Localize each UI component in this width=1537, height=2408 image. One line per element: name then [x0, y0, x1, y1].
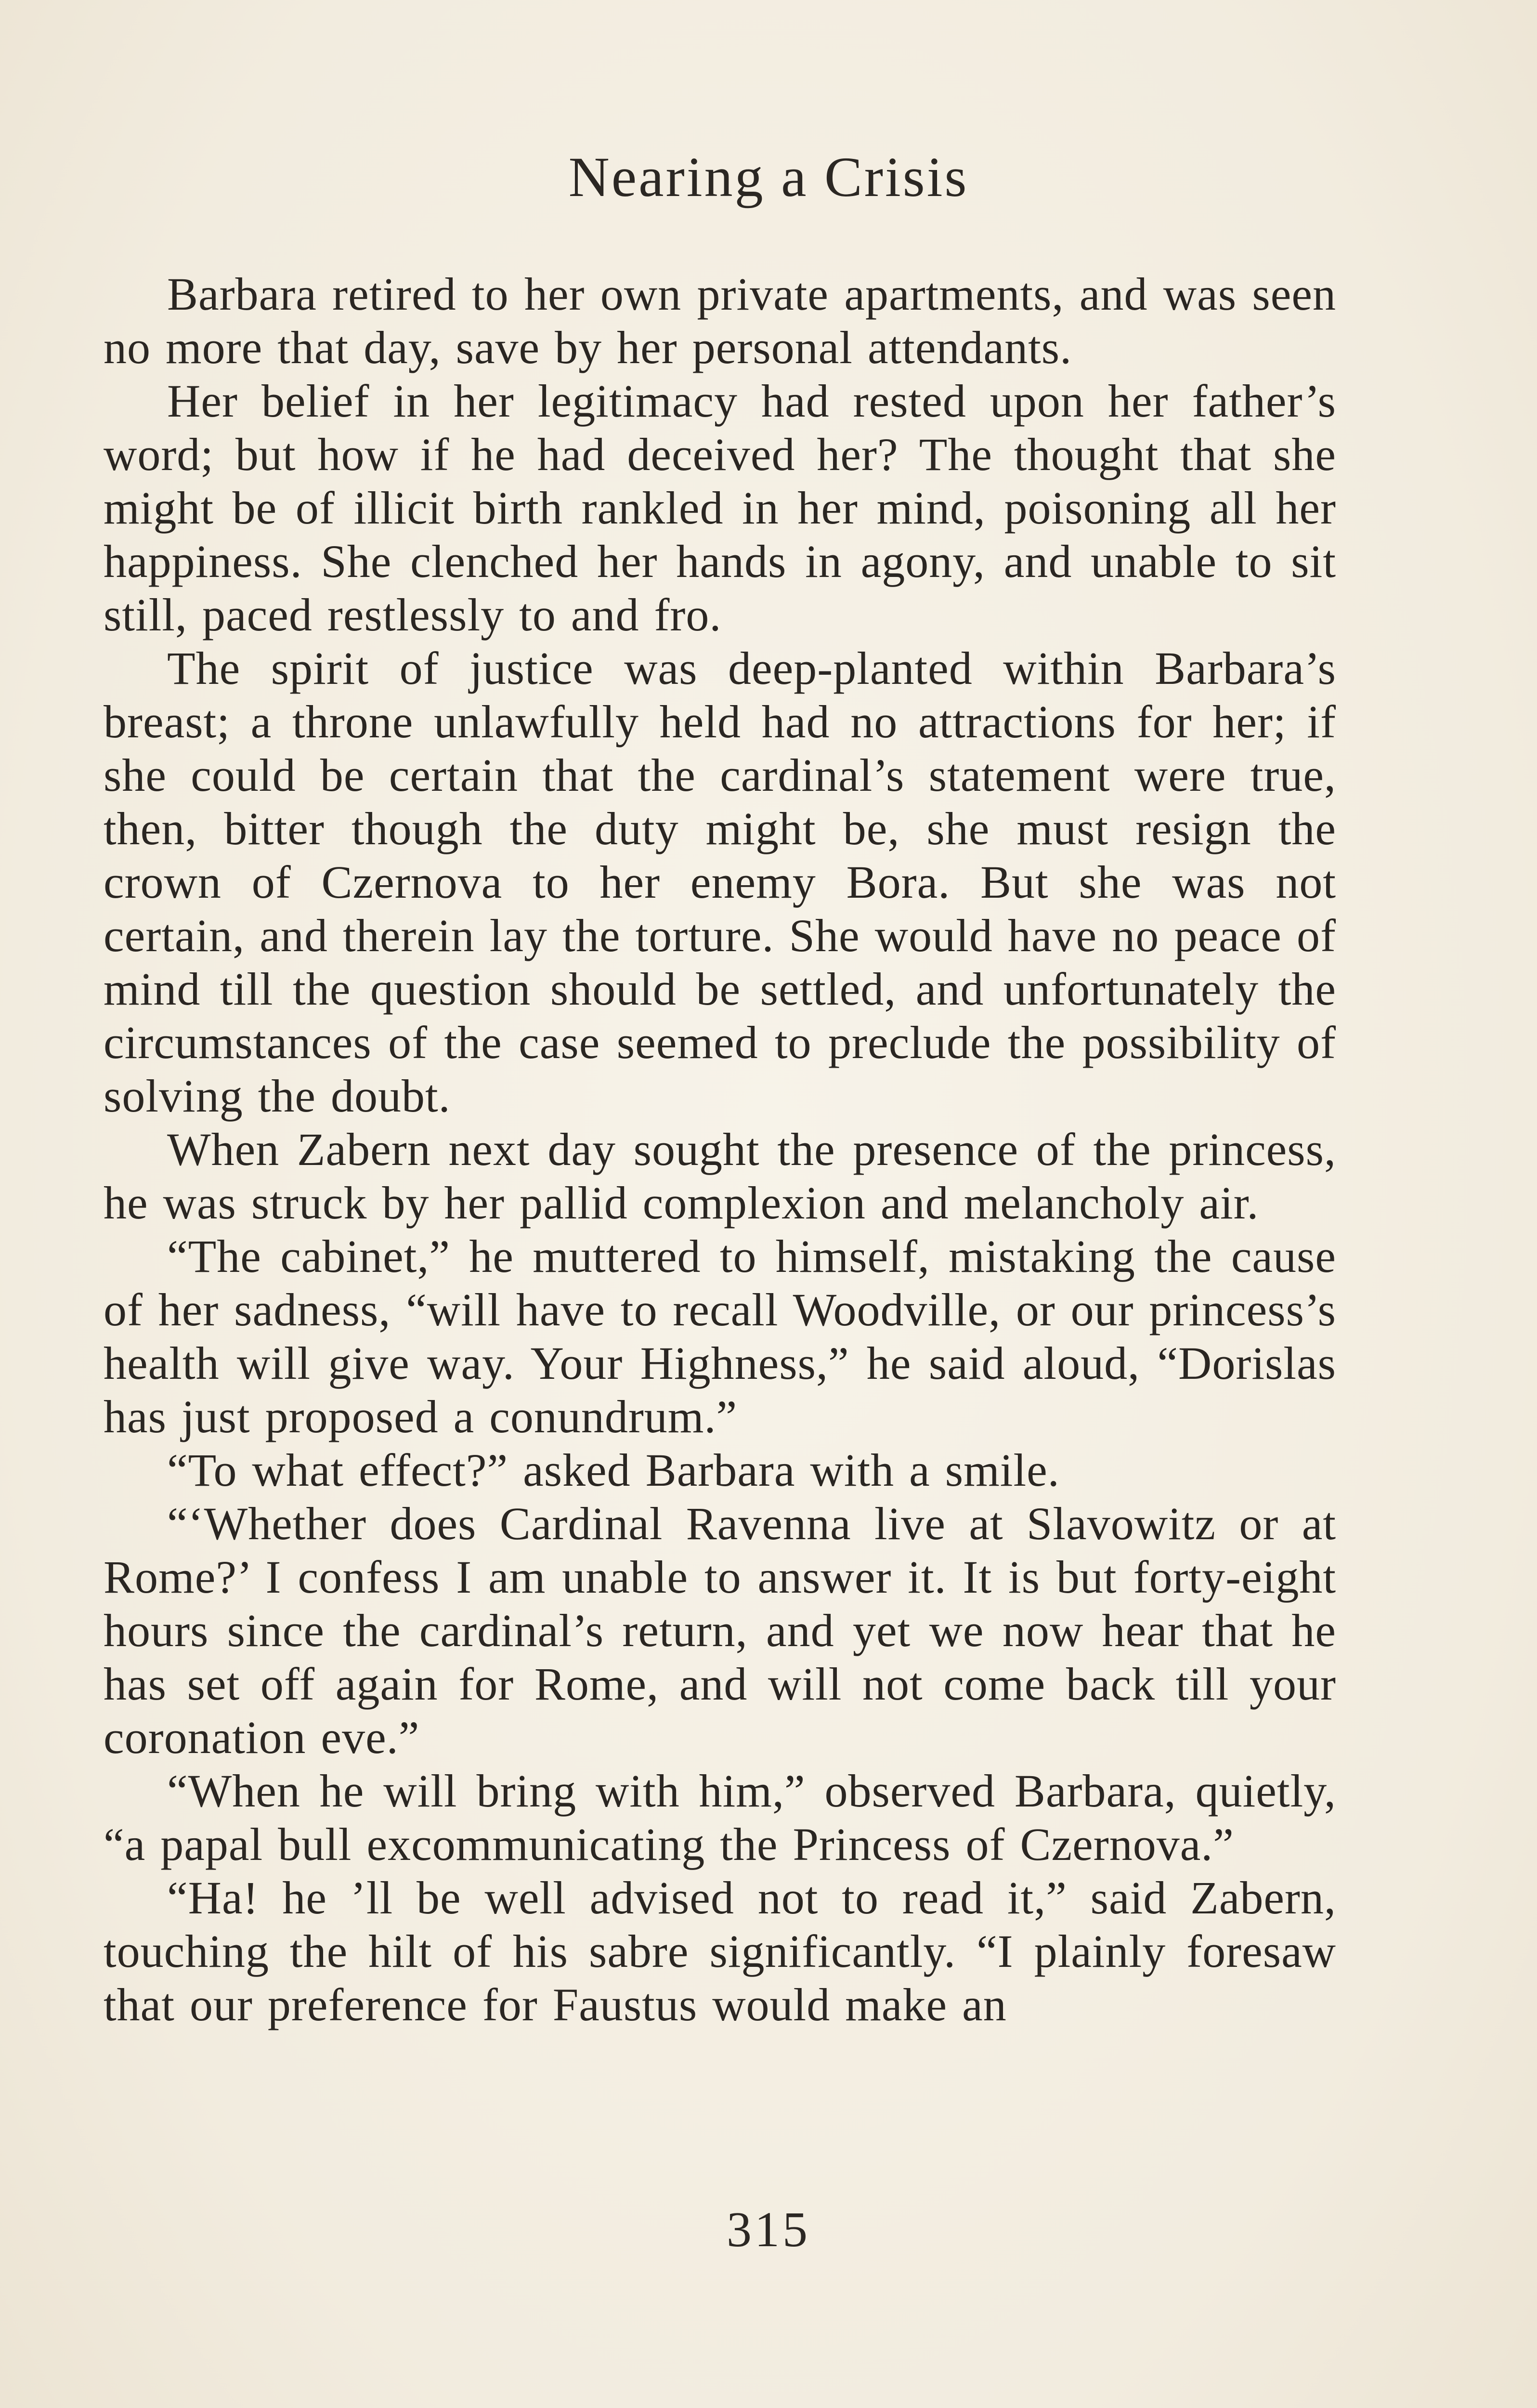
- paragraph-6: “To what effect?” asked Barbara with a smile.: [167, 1444, 1060, 1496]
- paragraph-3: The spirit of justice was deep-planted within Barbara’s breast; a throne unlawfully held had no attractions for her; if she could be certain that the cardinal’s statement were true, then, bitter though the duty might be, she must resign the crown of Czernova to her enemy Bora. But she was not certain, and therein lay the torture. She would have no peace of mind till the question should be settled, and unfortunately the circumstances of the case seemed to preclude the possibility of solving the doubt.: [104, 642, 1336, 1122]
- paragraph-8: “When he will bring with him,” observed Barbara, quietly, “a papal bull excommunicating the Princess of Czernova.”: [104, 1765, 1336, 1870]
- paragraph-7: “‘Whether does Cardinal Ravenna live at Slavowitz or at Rome?’ I confess I am unable to answer it. It is but forty-eight hours since the cardinal’s return, and yet we now hear that he has set off again for Rome, and will not come back till your coronation eve.”: [104, 1498, 1336, 1763]
- body-text: [104, 267, 1336, 2031]
- page-number: 315: [727, 2202, 810, 2257]
- running-head: Nearing a Crisis: [568, 145, 969, 209]
- paragraph-9: “Ha! he ’ll be well advised not to read it,” said Zabern, touching the hilt of his sabre significantly. “I plainly foresaw that our preference for Faustus would make an: [104, 1872, 1336, 2030]
- paragraph-5: “The cabinet,” he muttered to himself, mistaking the cause of her sadness, “will have to recall Woodville, or our princess’s health will give way. Your Highness,” he said aloud, “Dorislas has just proposed a conundrum.”: [104, 1230, 1336, 1442]
- paragraph-2: Her belief in her legitimacy had rested upon her father’s word; but how if he had deceived her? The thought that she might be of illicit birth rankled in her mind, poisoning all her happiness. She clenched her hands in agony, and unable to sit still, paced restlessly to and fro.: [104, 375, 1336, 641]
- paragraph-1: Barbara retired to her own private apartments, and was seen no more that day, save by her personal attendants.: [104, 268, 1336, 373]
- paragraph-4: When Zabern next day sought the presence of the princess, he was struck by her pallid complexion and melancholy air.: [104, 1124, 1336, 1229]
